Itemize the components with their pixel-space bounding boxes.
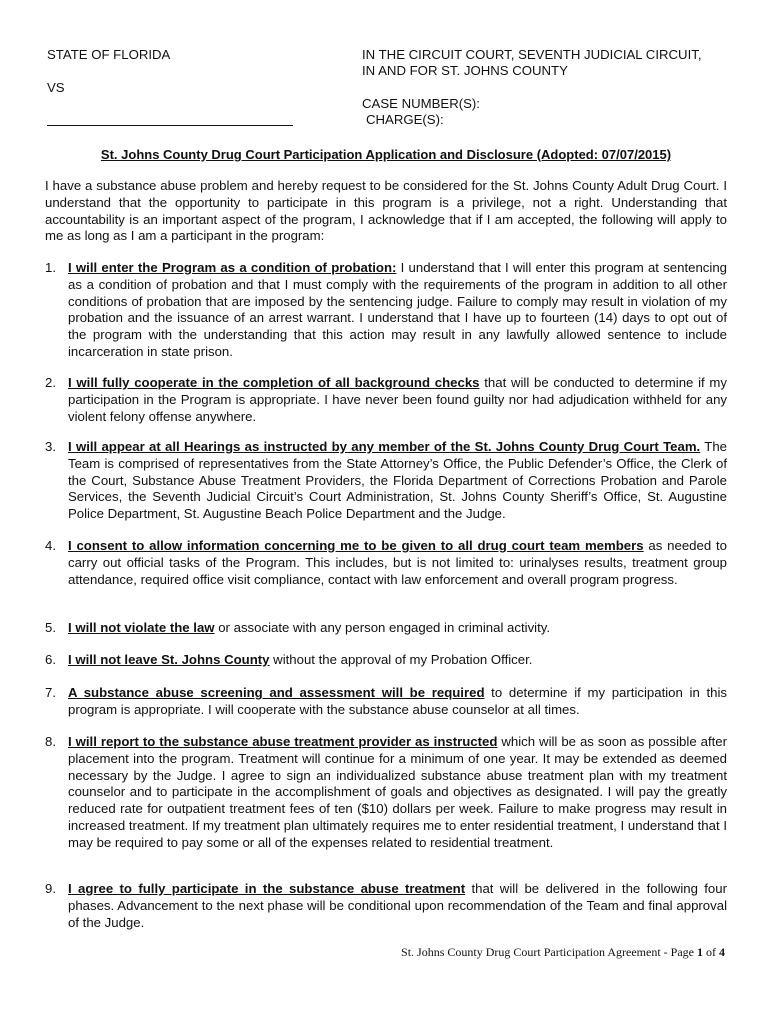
item-heading: I will not violate the law bbox=[68, 620, 215, 635]
item-text: I understand that I will enter this program at sentencing as a condition of probation and that I must comply with the requirements of the program in addition to all other conditions of probation that are imposed by the sentencing judge. Failure to comply may result in violation of my probation and the issuance of an arrest warrant. I understand that I have up to fourteen (14) days to opt out of the program with the understanding that this action may result in any lawfully allowed sentence to include incarceration in state prison. bbox=[68, 260, 727, 359]
list-item bbox=[45, 439, 727, 523]
list-item bbox=[45, 260, 727, 361]
list-item bbox=[45, 734, 727, 852]
item-heading: I consent to allow information concerning me to be given to all drug court team members bbox=[68, 538, 644, 553]
item-text: or associate with any person engaged in criminal activity. bbox=[214, 620, 551, 635]
item-number: 7. bbox=[45, 685, 56, 700]
item-heading: I will not leave St. Johns County bbox=[68, 652, 270, 667]
intro-paragraph: I have a substance abuse problem and hereby request to be considered for the St. Johns County Adult Drug Court. I understand that the opportunity to participate in this program is a privilege, not a right. Understanding that accountability is an important aspect of the program, I acknowledge that if I am accepted, the following will apply to me as long as I am a participant in the program: bbox=[45, 178, 727, 244]
item-text: to determine if my participation in this program is appropriate. I will cooperate with the substance abuse counselor at all times. bbox=[68, 685, 727, 717]
item-number: 5. bbox=[45, 620, 56, 635]
item-number: 8. bbox=[45, 734, 56, 749]
page-footer bbox=[401, 945, 725, 960]
item-text: The Team is comprised of representatives from the State Attorney’s Office, the Public Defender’s Office, the Clerk of the Court, Substance Abuse Treatment Providers, the Florida Department of Corrections Probation and Parole Services, the Seventh Judicial Circuit’s Court Administration, St. Johns County Sheriff’s Office, St. Augustine Police Department, St. Augustine Beach Police Department and the Judge. bbox=[68, 439, 727, 522]
item-heading: I will report to the substance abuse treatment provider as instructed bbox=[68, 734, 498, 749]
document-title: St. Johns County Drug Court Participation Application and Disclosure (Adopted: 07/07/2015) bbox=[100, 147, 672, 162]
item-number: 6. bbox=[45, 652, 56, 667]
item-number: 2. bbox=[45, 375, 56, 390]
header-court: IN THE CIRCUIT COURT, SEVENTH JUDICIAL CIRCUIT, bbox=[362, 47, 702, 62]
item-heading: I will enter the Program as a condition of probation: bbox=[68, 260, 397, 275]
case-number-label: CASE NUMBER(S): bbox=[362, 96, 480, 111]
footer-of: of bbox=[703, 945, 719, 959]
header-state: STATE OF FLORIDA bbox=[47, 47, 171, 62]
item-text: that will be delivered in the following four phases. Advancement to the next phase will be conditional upon recommendation of the Team and final approval of the Judge. bbox=[68, 881, 727, 930]
page-number: 1 bbox=[697, 945, 703, 959]
header-county: IN AND FOR ST. JOHNS COUNTY bbox=[362, 63, 568, 78]
header-vs: VS bbox=[47, 80, 65, 95]
item-text: that will be conducted to determine if my participation in the Program is appropriate. I have never been found guilty nor had adjudication withheld for any violent felony offense anywhere. bbox=[68, 375, 727, 424]
item-number: 1. bbox=[45, 260, 56, 275]
list-item bbox=[45, 538, 727, 588]
item-text: without the approval of my Probation Officer. bbox=[269, 652, 533, 667]
item-number: 3. bbox=[45, 439, 56, 454]
item-heading: A substance abuse screening and assessment will be required bbox=[68, 685, 485, 700]
item-text: which will be as soon as possible after placement into the program. Treatment will continue for a minimum of one year. It may be extended as deemed necessary by the Judge. I agree to sign an individualized substance abuse treatment plan with my treatment counselor and to participate in the accomplishment of goals and objectives as designated. I will pay the greatly reduced rate for outpatient treatment fees of ten ($10) dollars per week. Failure to make progress may result in increased treatment. If my treatment plan ultimately requires me to enter residential treatment, I understand that I may be required to pay some or all of the expenses related to residential treatment. bbox=[68, 734, 727, 850]
page-total: 4 bbox=[719, 945, 725, 959]
list-item bbox=[45, 620, 727, 637]
list-item bbox=[45, 652, 727, 669]
list-item bbox=[45, 881, 727, 931]
item-text: as needed to carry out official tasks of the Program. This includes, but is not limited to: urinalyses results, treatment group attendance, required office visit compliance, contact with law enforcement and overall program progress. bbox=[68, 538, 727, 587]
item-heading: I will appear at all Hearings as instructed by any member of the St. Johns County Drug Court Team. bbox=[68, 439, 701, 454]
list-item bbox=[45, 685, 727, 719]
item-number: 9. bbox=[45, 881, 56, 896]
item-heading: I agree to fully participate in the substance abuse treatment bbox=[68, 881, 466, 896]
item-number: 4. bbox=[45, 538, 56, 553]
footer-text: St. Johns County Drug Court Participation Agreement - Page bbox=[401, 945, 697, 959]
defendant-name-line bbox=[47, 125, 293, 126]
item-heading: I will fully cooperate in the completion of all background checks bbox=[68, 375, 480, 390]
list-item bbox=[45, 375, 727, 425]
charges-label: CHARGE(S): bbox=[366, 112, 444, 127]
